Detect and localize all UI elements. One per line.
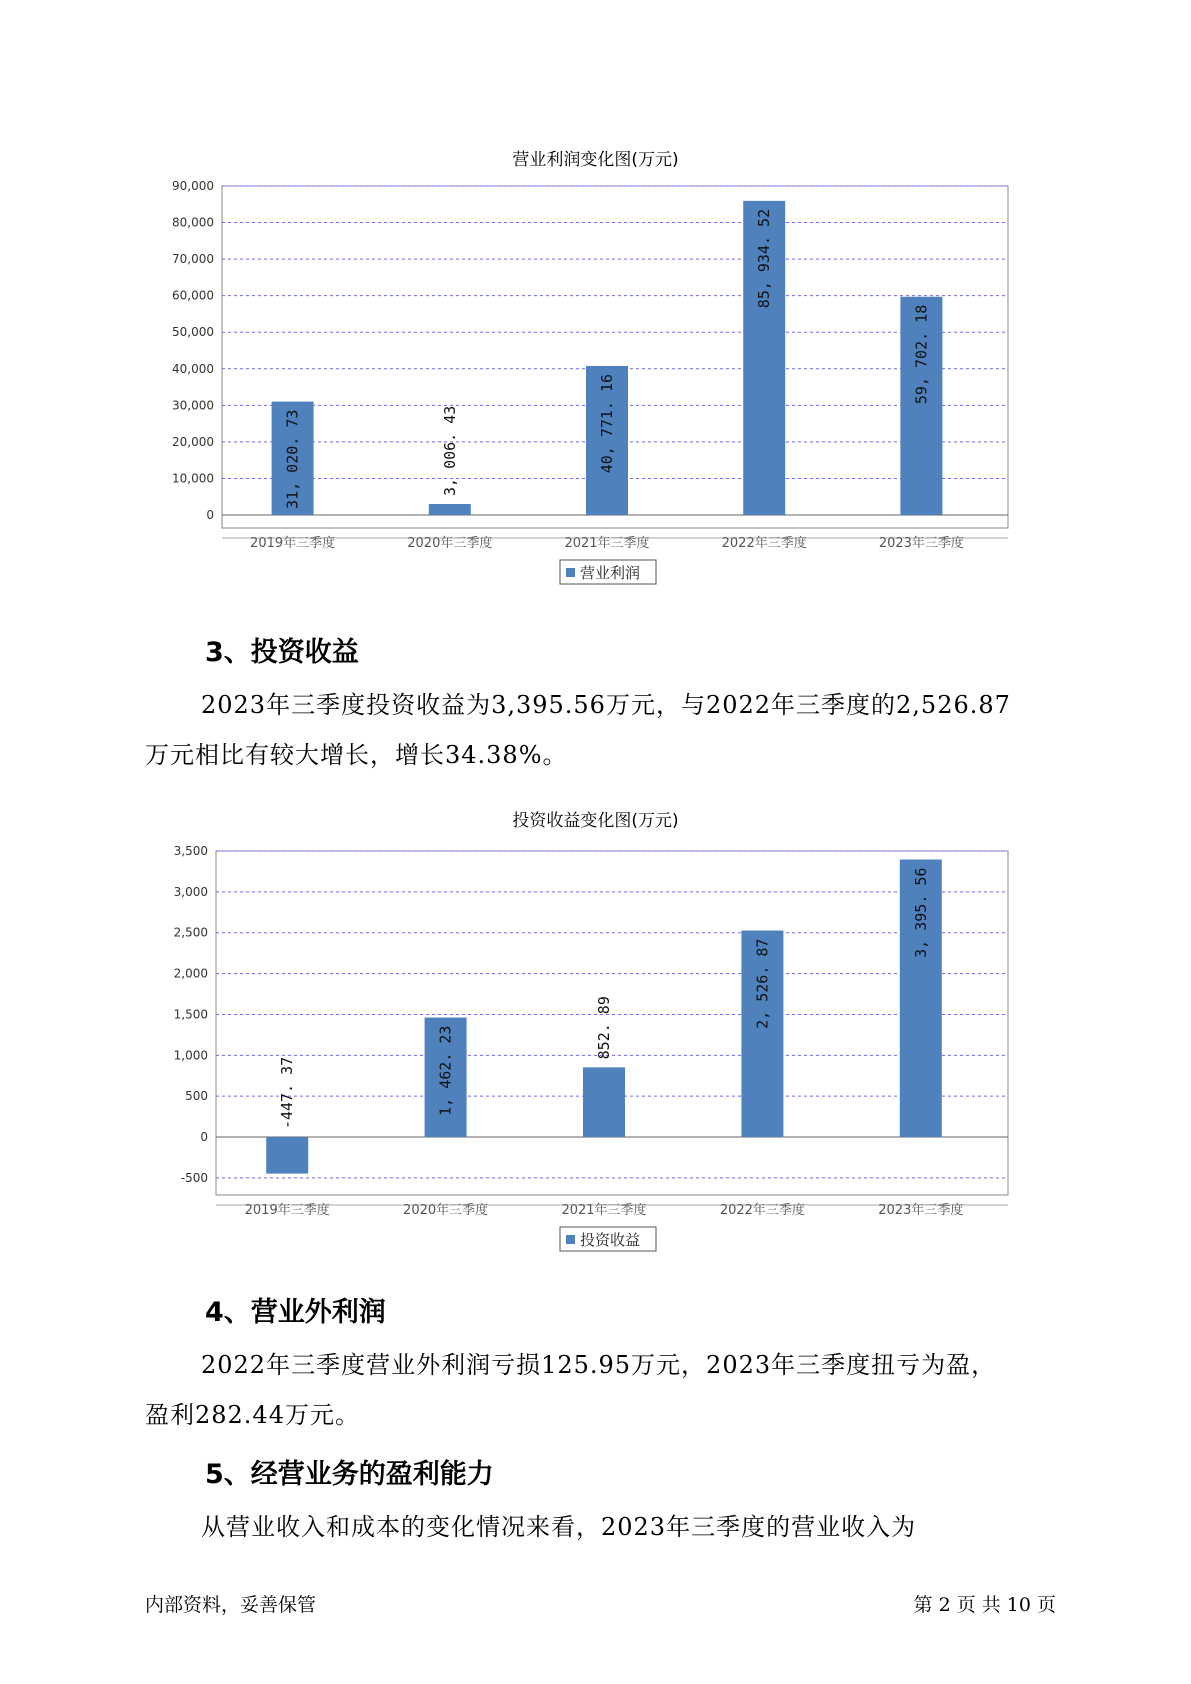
x-category-label: 2019年三季度: [244, 1203, 330, 1218]
x-category-label: 2021年三季度: [564, 536, 650, 551]
y-tick-label: 500: [185, 1089, 208, 1104]
y-tick-label: 1,000: [173, 1048, 208, 1063]
y-tick-label: -500: [180, 1170, 208, 1185]
x-category-label: 2020年三季度: [403, 1203, 489, 1218]
y-tick-label: 0: [206, 508, 214, 522]
bar: [429, 504, 471, 515]
bar: [266, 1137, 308, 1174]
x-category-label: 2022年三季度: [721, 536, 807, 551]
section-heading-non-operating: 4、营业外利润: [205, 1297, 386, 1328]
y-tick-label: 1,500: [173, 1007, 208, 1022]
legend-label: 投资收益: [580, 1231, 641, 1249]
y-tick-label: 10,000: [172, 471, 214, 486]
bar-value-label: 1, 462. 23: [436, 1025, 455, 1116]
chart-title-investment-income: 投资收益变化图(万元): [512, 811, 679, 831]
bar-value-label: 40, 771. 16: [598, 373, 616, 474]
bar-value-label: 852. 89: [595, 996, 613, 1060]
y-tick-label: 3,500: [173, 844, 208, 858]
paragraph-investment: [145, 680, 1045, 780]
bar-value-label: 2, 526. 87: [753, 938, 772, 1029]
chart-title-operating-profit: 营业利润变化图(万元): [512, 150, 679, 170]
y-tick-label: 50,000: [172, 325, 214, 340]
y-tick-label: 2,000: [173, 966, 208, 981]
paragraph-line: 从营业收入和成本的变化情况来看，2023年三季度的营业收入为: [201, 1513, 917, 1541]
y-tick-label: 40,000: [172, 361, 214, 376]
y-tick-label: 2,500: [173, 925, 208, 940]
y-tick-label: 30,000: [172, 398, 214, 413]
footer-page-number: 第 2 页 共 10 页: [913, 1594, 1056, 1616]
x-category-label: 2022年三季度: [719, 1203, 805, 1218]
investment-income-chart: [0, 825, 1191, 1249]
operating-profit-chart: [0, 160, 1191, 582]
y-tick-label: 0: [200, 1130, 208, 1145]
y-tick-label: 90,000: [172, 179, 214, 193]
paragraph-profitability: [145, 1502, 1045, 1552]
footer-confidential: 内部资料，妥善保管: [145, 1594, 317, 1616]
bar-value-label: 3, 395. 56: [911, 867, 930, 958]
y-tick-label: 20,000: [172, 434, 214, 449]
paragraph-line: 2023年三季度投资收益为3,395.56万元，与2022年三季度的2,526.87: [201, 691, 1011, 719]
x-category-label: 2021年三季度: [561, 1203, 647, 1218]
bar-value-label: 3, 006. 43: [440, 405, 459, 497]
bar-value-label: 59, 702. 18: [912, 304, 931, 405]
legend-swatch: [566, 568, 575, 577]
x-category-label: 2020年三季度: [407, 536, 493, 551]
paragraph-line: 盈利282.44万元。: [145, 1401, 360, 1429]
x-category-label: 2019年三季度: [250, 536, 336, 551]
bar-value-label: -447. 37: [278, 1056, 297, 1130]
y-tick-label: 60,000: [172, 288, 214, 303]
paragraph-line: 万元相比有较大增长，增长34.38%。: [145, 741, 568, 769]
legend-swatch: [566, 1235, 575, 1244]
x-category-label: 2023年三季度: [878, 536, 964, 551]
y-tick-label: 3,000: [173, 884, 208, 899]
bar: [583, 1067, 625, 1137]
y-tick-label: 70,000: [172, 252, 214, 267]
bar-value-label: 85, 934. 52: [755, 208, 774, 309]
legend-label: 营业利润: [580, 564, 641, 582]
paragraph-non-operating: [145, 1340, 1045, 1440]
section-heading-profitability: 5、经营业务的盈利能力: [205, 1459, 494, 1490]
bar-value-label: 31, 020. 73: [283, 409, 302, 509]
section-heading-investment: 3、投资收益: [205, 637, 359, 668]
y-tick-label: 80,000: [172, 215, 214, 230]
paragraph-line: 2022年三季度营业外利润亏损125.95万元，2023年三季度扭亏为盈，: [201, 1351, 997, 1379]
x-category-label: 2023年三季度: [878, 1203, 964, 1218]
